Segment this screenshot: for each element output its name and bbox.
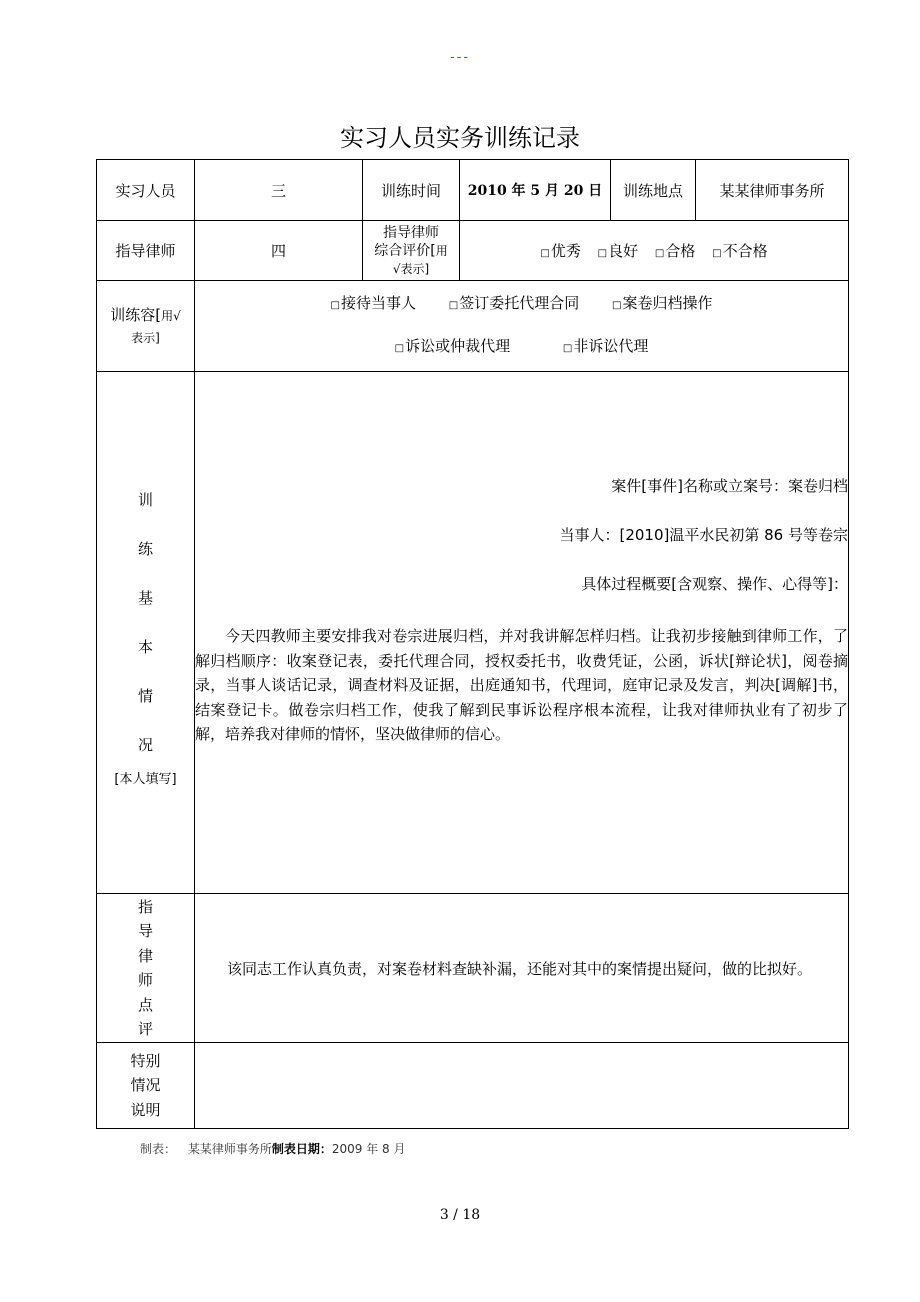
checkbox-icon: □ xyxy=(612,300,622,311)
page-title: 实习人员实务训练记录 xyxy=(340,124,580,152)
checkbox-icon: □ xyxy=(448,300,459,311)
row-basic xyxy=(97,372,849,894)
place-label: 训练地点 xyxy=(611,160,696,221)
special-label xyxy=(97,1043,195,1129)
eval-label xyxy=(363,221,460,281)
footer-note xyxy=(140,1140,406,1157)
content-label-main: 训练容[ xyxy=(110,305,162,324)
eval-options xyxy=(460,221,849,281)
content-label-note-b: 表示] xyxy=(131,330,160,345)
eval-label-note-a: 用 xyxy=(435,243,448,258)
process-paragraph: 今天四教师主要安排我对卷宗进展归档，并对我讲解怎样归档。让我初步接触到律师工作，了解归档顺序：收案登记表，委托代理合同，授权委托书，收费凭证，公函，诉状[辩论状]，阅卷摘录，当事人谈话记录，调查材料及证据，出庭通知书，代理词，庭审记录及发言，判决[调解]书，结案登记卡。做卷宗归档工作，使我了解到民事诉讼程序根本流程，让我对律师执业有了初步了解，培养我对律师的情怀，坚决做律师的信心。 xyxy=(195,627,848,743)
checkbox-icon: □ xyxy=(597,248,608,259)
time-value: 2010 年 5 月 20 日 xyxy=(460,160,611,221)
page-number: 3 / 18 xyxy=(439,1207,481,1223)
special-text xyxy=(195,1043,849,1129)
trainee-value: 三 xyxy=(195,160,363,221)
basic-label-char: 况 xyxy=(137,735,153,754)
content-options xyxy=(195,281,849,372)
comment-label-char: 师 xyxy=(137,971,153,989)
checkbox-icon: □ xyxy=(394,343,405,354)
comment-label-char: 律 xyxy=(137,946,153,965)
basic-label-note: [本人填写] xyxy=(114,771,177,787)
training-record-table xyxy=(96,159,849,1129)
content-option-archive[interactable]: □案卷归档操作 xyxy=(612,294,713,312)
content-label-note-a: 用√ xyxy=(161,308,181,323)
date-label: 制表日期： xyxy=(271,1142,332,1156)
special-label-line: 说明 xyxy=(130,1100,161,1119)
parties: 当事人：[2010]温平水民初第 86 号等卷宗 xyxy=(559,526,848,544)
basic-label xyxy=(97,372,195,894)
maker-label: 制表： xyxy=(140,1142,177,1156)
checkbox-icon: □ xyxy=(562,343,573,354)
special-label-line: 特别 xyxy=(130,1051,161,1070)
process-heading: 具体过程概要[含观察、操作、心得等]： xyxy=(581,575,848,593)
basic-content xyxy=(195,372,849,894)
comment-label-char: 评 xyxy=(137,1020,153,1038)
content-option-contract[interactable]: □签订委托代理合同 xyxy=(448,294,580,312)
content-option-non-litigation[interactable]: □非诉讼代理 xyxy=(562,337,649,355)
basic-label-char: 练 xyxy=(137,539,153,558)
time-label: 训练时间 xyxy=(363,160,460,221)
comment-label xyxy=(97,894,195,1043)
eval-option-excellent[interactable]: □优秀 xyxy=(540,242,581,260)
checkbox-icon: □ xyxy=(654,248,665,259)
eval-label-line1: 指导律师 xyxy=(383,224,439,241)
comment-label-char: 点 xyxy=(137,995,153,1014)
special-label-line: 情况 xyxy=(130,1076,161,1095)
content-label xyxy=(97,281,195,372)
row-comment xyxy=(97,894,849,1043)
mentor-value: 四 xyxy=(195,221,363,281)
basic-label-char: 本 xyxy=(137,637,153,656)
content-option-reception[interactable]: □接待当事人 xyxy=(330,294,416,312)
eval-option-fail[interactable]: □不合格 xyxy=(712,242,768,260)
eval-option-pass[interactable]: □合格 xyxy=(654,242,696,260)
header-mark: --- xyxy=(449,50,471,65)
row-content xyxy=(97,281,849,372)
comment-text: 该同志工作认真负责，对案卷材料查缺补漏，还能对其中的案情提出疑问，做的比拟好。 xyxy=(195,894,849,1043)
mentor-label: 指导律师 xyxy=(97,221,195,281)
trainee-label: 实习人员 xyxy=(97,160,195,221)
basic-label-char: 情 xyxy=(137,686,153,705)
eval-option-good[interactable]: □良好 xyxy=(597,242,639,260)
basic-label-char: 训 xyxy=(137,490,153,509)
comment-label-char: 导 xyxy=(137,922,153,940)
case-name: 案件[事件]名称或立案号：案卷归档 xyxy=(611,477,848,495)
place-value: 某某律师事务所 xyxy=(696,160,849,221)
checkbox-icon: □ xyxy=(330,300,340,311)
eval-label-line2: 综合评价[ xyxy=(374,242,436,259)
eval-label-note-b: √表示] xyxy=(392,261,430,276)
checkbox-icon: □ xyxy=(712,248,722,259)
comment-label-char: 指 xyxy=(137,897,153,916)
content-option-litigation[interactable]: □诉讼或仲裁代理 xyxy=(394,337,511,355)
row-mentor xyxy=(97,221,849,281)
date-value: 2009 年 8 月 xyxy=(331,1142,406,1156)
maker-value: 某某律师事务所 xyxy=(187,1142,272,1156)
checkbox-icon: □ xyxy=(540,248,550,259)
row-trainee xyxy=(97,160,849,221)
basic-label-char: 基 xyxy=(137,588,153,607)
row-special xyxy=(97,1043,849,1129)
